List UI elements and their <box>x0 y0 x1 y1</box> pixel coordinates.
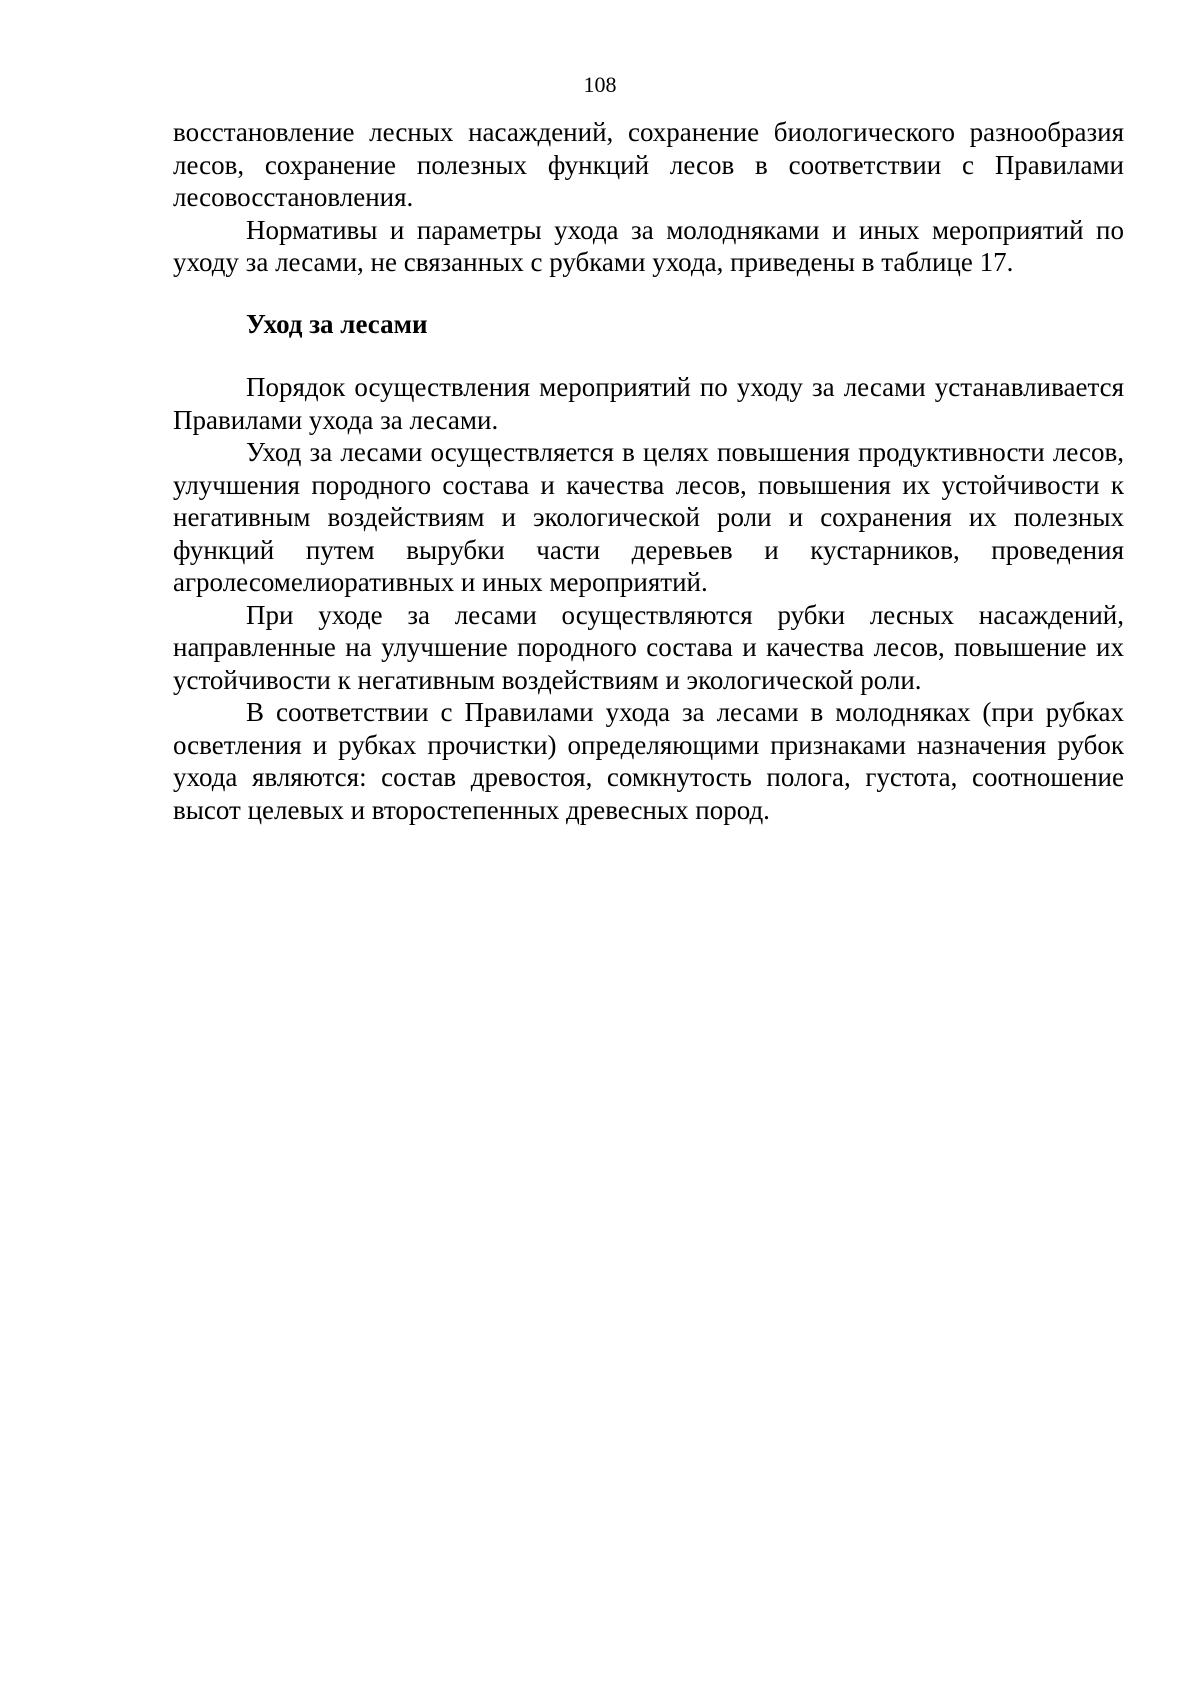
paragraph-cuttings: При уходе за лесами осуществляются рубки лесных насаждений, направленные на улучшение породного состава и качества лесов, повышение их устойчивости к негативным воздействиям и экологической роли. <box>173 599 1124 695</box>
paragraph-procedure: Порядок осуществления мероприятий по уходу за лесами устанавливается Правилами ухода за лесами. <box>173 372 1124 435</box>
section-heading: Уход за лесами <box>246 308 428 339</box>
paragraph-table-reference: Нормативы и параметры ухода за молодняками и иных мероприятий по уходу за лесами, не связанных с рубками ухода, приведены в таблице 17. <box>173 214 1124 277</box>
paragraph-continuation: восстановление лесных насаждений, сохранение биологического разнообразия лесов, сохранение полезных функций лесов в соответствии с Правилами лесовосстановления. <box>173 117 1124 212</box>
document-body <box>173 116 1124 826</box>
paragraph-purpose: Уход за лесами осуществляется в целях повышения продуктивности лесов, улучшения породного состава и качества лесов, повышения их устойчивости к негативным воздействиям и экологической роли и сохранения их полезных функций путем вырубки части деревьев и кустарников, проведения агролесомелиоративных и иных мероприятий. <box>173 437 1124 597</box>
page-number: 108 <box>583 72 617 97</box>
paragraph-criteria: В соответствии с Правилами ухода за лесами в молодняках (при рубках осветления и рубках прочистки) определяющими признаками назначения рубок ухода являются: состав древостоя, сомкнутость полога, густота, соотношение высот целевых и второстепенных древесных пород. <box>173 697 1124 825</box>
